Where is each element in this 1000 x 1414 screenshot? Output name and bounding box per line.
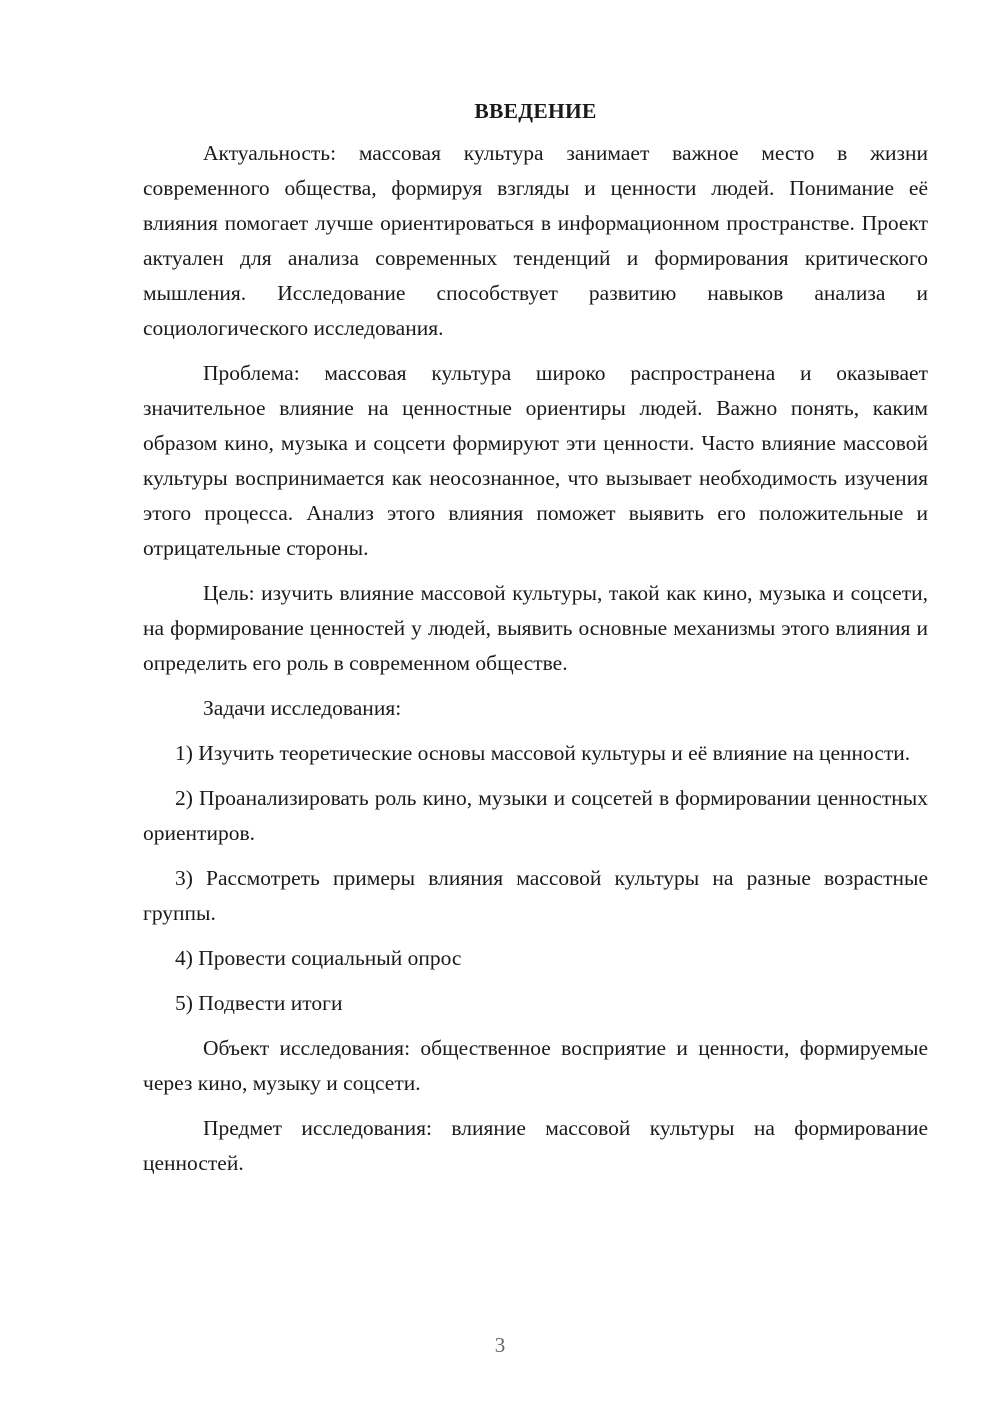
- subject-paragraph: Предмет исследования: влияние массовой культуры на формирование ценностей.: [143, 1116, 928, 1175]
- relevance-paragraph: Актуальность: массовая культура занимает важное место в жизни современного общества, формируя взгляды и ценности людей. Понимание её влияния помогает лучше ориентироваться в информационном пространстве. Проект актуален для анализа современных тенденций и формирования критического мышления. Исследование способствует развитию навыков анализа и социологического исследования.: [143, 141, 928, 340]
- task-item: 3) Рассмотреть примеры влияния массовой культуры на разные возрастные группы.: [143, 866, 928, 925]
- goal-paragraph: Цель: изучить влияние массовой культуры, такой как кино, музыка и соцсети, на формирование ценностей у людей, выявить основные механизмы этого влияния и определить его роль в современном обществе.: [143, 581, 928, 675]
- document-page: [143, 96, 928, 1191]
- object-paragraph: Объект исследования: общественное восприятие и ценности, формируемые через кино, музыку и соцсети.: [143, 1036, 928, 1095]
- page-number: 3: [494, 1333, 506, 1357]
- task-item: 4) Провести социальный опрос: [175, 946, 462, 970]
- page-title: ВВЕДЕНИЕ: [474, 99, 597, 123]
- task-item: 1) Изучить теоретические основы массовой культуры и её влияние на ценности.: [175, 741, 911, 765]
- problem-paragraph: Проблема: массовая культура широко распространена и оказывает значительное влияние на ценностные ориентиры людей. Важно понять, каким образом кино, музыка и соцсети формируют эти ценности. Часто влияние массовой культуры воспринимается как неосознанное, что вызывает необходимость изучения этого процесса. Анализ этого влияния поможет выявить его положительные и отрицательные стороны.: [143, 361, 928, 560]
- tasks-heading: Задачи исследования:: [203, 696, 402, 720]
- task-item: 5) Подвести итоги: [175, 991, 343, 1015]
- task-item: 2) Проанализировать роль кино, музыки и соцсетей в формировании ценностных ориентиров.: [143, 786, 928, 845]
